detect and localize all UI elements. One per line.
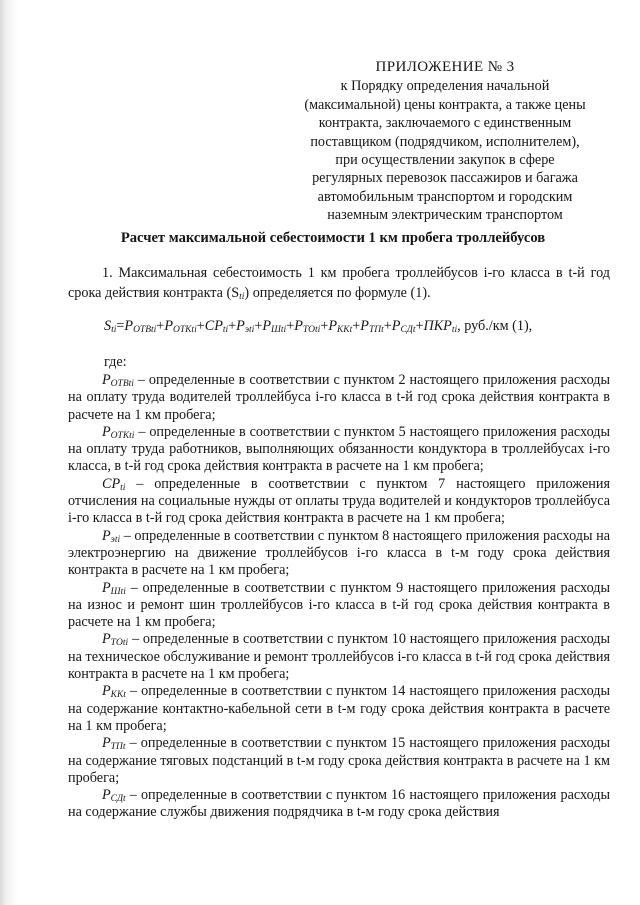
formula-plus: + <box>383 318 392 334</box>
where-label: где: <box>104 354 127 370</box>
paragraph-1-line-2 <box>68 285 431 301</box>
definition-symbol: P <box>102 372 111 388</box>
definition-text: – определенные в соответствии с пунктом 15 настоящего приложения расходы на содержание тяговых подстанций в t-м году срока действия контракта в расчете на 1 км пробега; <box>68 735 610 786</box>
formula-unit: , руб./км (1), <box>457 318 533 334</box>
definition-item <box>68 528 610 580</box>
formula-term-subscript: эti <box>244 325 255 335</box>
annex-title: ПРИЛОЖЕНИЕ № 3 <box>375 59 515 75</box>
annex-line: контракта, заключаемого с единственным <box>318 115 572 132</box>
text-fragment: срока действия контракта (S <box>68 284 240 301</box>
annex-line: (максимальной) цены контракта, а также цены <box>304 96 586 113</box>
definition-subscript: Шti <box>110 586 126 597</box>
definition-text: – определенные в соответствии с пунктом 10 настоящего приложения расходы на техническое обслуживание и ремонт троллейбусов i-го класса в t-й год срока действия контракта в расчете на 1 км пробега; <box>68 631 610 683</box>
formula-term-subscript: Шti <box>271 325 287 335</box>
formula-term-subscript: ТПt <box>368 325 384 335</box>
definition-subscript: ti <box>120 482 126 493</box>
formula-plus: + <box>286 318 295 334</box>
formula-plus: + <box>415 318 424 334</box>
definition-symbol: P <box>102 527 111 544</box>
formula-term-symbol: P <box>124 318 134 334</box>
definition-subscript: ОТВti <box>110 379 134 389</box>
formula-term-symbol: P <box>262 318 271 334</box>
annex-line: регулярных перевозок пассажиров и багажа <box>312 170 578 187</box>
formula-term-symbol: P <box>360 318 369 334</box>
formula-terms <box>124 318 457 334</box>
scan-edge-shadow <box>0 0 18 905</box>
formula-term-subscript: ОТКti <box>172 325 197 335</box>
definition-text: – определенные в соответствии с пунктом 5 настоящего приложения расходы на оплату труда работников, выполняющих обязанности кондуктора в троллейбусах i-го класса, в t-й год срока действия контракта в расчете на 1 км пробега; <box>68 423 610 475</box>
formula-term-subscript: ti <box>222 325 229 335</box>
definition-symbol: CP <box>102 475 121 492</box>
text-fragment: ) определяется по формуле (1). <box>244 284 431 301</box>
definition-item <box>68 476 610 528</box>
paragraph-1 <box>68 264 610 303</box>
definition-item <box>68 735 610 787</box>
formula-plus: + <box>254 318 263 334</box>
definition-text: – определенные в соответствии с пунктом 9 настоящего приложения расходы на износ и ремонт шин троллейбусов i-го класса в t-й год срока действия контракта в расчете на 1 км пробега; <box>68 579 610 631</box>
formula-plus: + <box>228 318 237 334</box>
definition-subscript: ТОti <box>110 638 129 649</box>
definition-item <box>68 787 610 822</box>
definition-subscript: ОТКti <box>110 430 135 441</box>
formula-plus: + <box>156 318 165 334</box>
definition-item <box>68 372 610 424</box>
definition-symbol: P <box>102 787 111 804</box>
definition-item <box>68 424 610 476</box>
formula-term-symbol: P <box>391 318 401 334</box>
formula-term-subscript: ТОti <box>302 325 321 335</box>
definition-text: – определенные в соответствии с пунктом 8 настоящего приложения расходы на электроэнергию на движение троллейбусов i-го класса в t-м году срока действия контракта в расчете на 1 км пробега; <box>68 527 610 579</box>
definition-item <box>68 683 610 735</box>
definition-subscript: ТПt <box>110 742 126 753</box>
annex-line: при осуществлении закупок в сфере <box>335 152 555 169</box>
annex-header <box>290 58 600 225</box>
formula-1 <box>104 318 624 335</box>
definition-item <box>68 631 610 683</box>
formula-term-symbol: P <box>328 318 337 334</box>
formula-plus: + <box>320 318 329 334</box>
definition-text: – определенные в соответствии с пунктом 2 настоящего приложения расходы на оплату труда водителей троллейбуса i-го класса в t-й год срока действия контракта в расчете на 1 км пробега; <box>68 372 610 423</box>
formula-term-subscript: СДt <box>400 325 416 335</box>
formula-equals: = <box>116 318 125 334</box>
subscript: ti <box>239 291 245 302</box>
section-heading: Расчет максимальной себестоимости 1 км пробега троллейбусов <box>120 230 546 246</box>
definition-symbol: P <box>102 683 111 700</box>
definition-subscript: ККt <box>110 690 126 701</box>
definition-subscript: эti <box>110 534 121 545</box>
definition-text: – определенные в соответствии с пунктом 14 настоящего приложения расходы на содержание контактно-кабельной сети в t-м году срока действия контракта в расчете на 1 км пробега; <box>68 683 610 734</box>
annex-line: наземным электрическим транспортом <box>327 207 563 224</box>
formula-lhs-subscript: ti <box>111 325 117 335</box>
formula-term-subscript: ККt <box>337 325 353 335</box>
definition-symbol: P <box>102 631 111 648</box>
definition-text: – определенные в соответствии с пунктом 16 настоящего приложения расходы на содержание службы движения подрядчика в t-м году срока действия <box>68 787 610 821</box>
definition-subscript: СДt <box>110 794 126 805</box>
definition-symbol: P <box>102 423 111 440</box>
formula-term-symbol: CP <box>204 318 223 334</box>
definition-symbol: P <box>102 579 111 596</box>
annex-line: автомобильным транспортом и городским <box>317 188 573 205</box>
definition-item <box>68 580 610 632</box>
formula-term-symbol: P <box>236 318 245 334</box>
formula-term-symbol: P <box>294 318 303 334</box>
definition-symbol: P <box>102 735 111 752</box>
annex-line: поставщиком (подрядчиком, исполнителем), <box>310 133 580 150</box>
definition-text: – определенные в соответствии с пунктом 7 настоящего приложения отчисления на социальные нужды от оплаты труда водителей и кондукторов троллейбуса i-го класса в t-й год срока действия контракта в расчете на 1 км пробега; <box>68 475 610 527</box>
formula-term-symbol: P <box>164 318 173 334</box>
formula-term-symbol: ПКР <box>423 318 452 334</box>
annex-line: к Порядку определения начальной <box>340 78 550 95</box>
formula-term-subscript: ti <box>451 325 458 335</box>
paragraph-1-line-1: 1. Максимальная себестоимость 1 км пробега троллейбусов i-го класса в t-й год <box>102 265 610 281</box>
formula-plus: + <box>196 318 205 334</box>
definitions-list <box>68 372 610 822</box>
formula-term-subscript: ОТВti <box>133 325 157 335</box>
formula-lhs: S <box>104 318 112 334</box>
formula-plus: + <box>352 318 361 334</box>
